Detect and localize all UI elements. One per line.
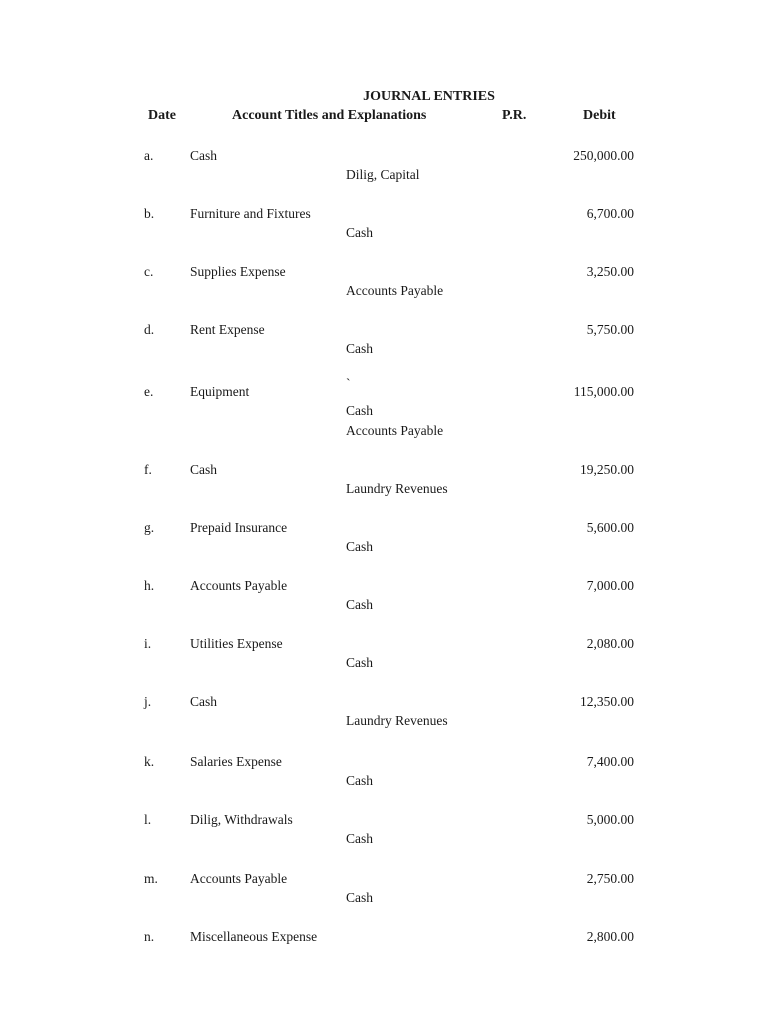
debit-account: Miscellaneous Expense xyxy=(190,929,318,944)
debit-account: Rent Expense xyxy=(190,322,265,337)
debit-amount: 5,000.00 xyxy=(586,812,634,827)
debit-amount: 115,000.00 xyxy=(573,384,634,399)
credit-account: Cash xyxy=(346,403,373,418)
credit-account: Cash xyxy=(346,597,373,612)
credit-account: Accounts Payable xyxy=(346,283,444,298)
debit-account: Cash xyxy=(190,694,217,709)
credit-account: Cash xyxy=(346,341,373,356)
debit-account: Cash xyxy=(190,148,217,163)
entry-label: h. xyxy=(144,578,155,593)
credit-account: Cash xyxy=(346,890,373,905)
credit-account: Laundry Revenues xyxy=(346,713,448,728)
debit-amount: 5,600.00 xyxy=(586,520,634,535)
credit-account: Cash xyxy=(346,773,373,788)
entry-label: a. xyxy=(144,148,154,163)
entry-label: d. xyxy=(144,322,155,337)
debit-account: Equipment xyxy=(190,384,250,399)
debit-account: Prepaid Insurance xyxy=(190,520,288,535)
debit-amount: 5,750.00 xyxy=(586,322,634,337)
debit-account: Salaries Expense xyxy=(190,754,282,769)
debit-amount: 7,000.00 xyxy=(586,578,634,593)
credit-account: Cash xyxy=(346,831,373,846)
debit-amount: 3,250.00 xyxy=(586,264,634,279)
debit-account: Accounts Payable xyxy=(190,871,288,886)
journal-title: JOURNAL ENTRIES xyxy=(363,89,495,104)
entry-label: e. xyxy=(144,384,154,399)
debit-account: Accounts Payable xyxy=(190,578,288,593)
header-pr: P.R. xyxy=(502,108,527,123)
debit-amount: 2,080.00 xyxy=(586,636,634,651)
entry-label: k. xyxy=(144,754,155,769)
header-debit: Debit xyxy=(583,108,616,123)
stray-mark: ` xyxy=(346,376,351,391)
entry-label: f. xyxy=(144,462,152,477)
debit-account: Supplies Expense xyxy=(190,264,286,279)
entry-label: c. xyxy=(144,264,154,279)
debit-amount: 7,400.00 xyxy=(586,754,634,769)
entry-label: g. xyxy=(144,520,155,535)
entry-label: n. xyxy=(144,929,155,944)
debit-amount: 250,000.00 xyxy=(573,148,634,163)
debit-account: Furniture and Fixtures xyxy=(190,206,311,221)
debit-account: Utilities Expense xyxy=(190,636,283,651)
header-account-titles: Account Titles and Explanations xyxy=(232,108,427,123)
credit-account: Cash xyxy=(346,539,373,554)
debit-amount: 2,800.00 xyxy=(586,929,634,944)
header-date: Date xyxy=(148,108,176,123)
entry-label: m. xyxy=(144,871,158,886)
debit-account: Dilig, Withdrawals xyxy=(190,812,293,827)
debit-account: Cash xyxy=(190,462,217,477)
debit-amount: 2,750.00 xyxy=(586,871,634,886)
entry-label: l. xyxy=(144,812,152,827)
credit-account: Cash xyxy=(346,655,373,670)
entry-label: i. xyxy=(144,636,152,651)
credit-account: Dilig, Capital xyxy=(346,167,420,182)
debit-amount: 6,700.00 xyxy=(586,206,634,221)
entry-label: b. xyxy=(144,206,155,221)
debit-amount: 12,350.00 xyxy=(580,694,634,709)
credit-account: Cash xyxy=(346,225,373,240)
entry-label: j. xyxy=(144,694,152,709)
debit-amount: 19,250.00 xyxy=(580,462,634,477)
credit-account: Accounts Payable xyxy=(346,423,444,438)
credit-account: Laundry Revenues xyxy=(346,481,448,496)
